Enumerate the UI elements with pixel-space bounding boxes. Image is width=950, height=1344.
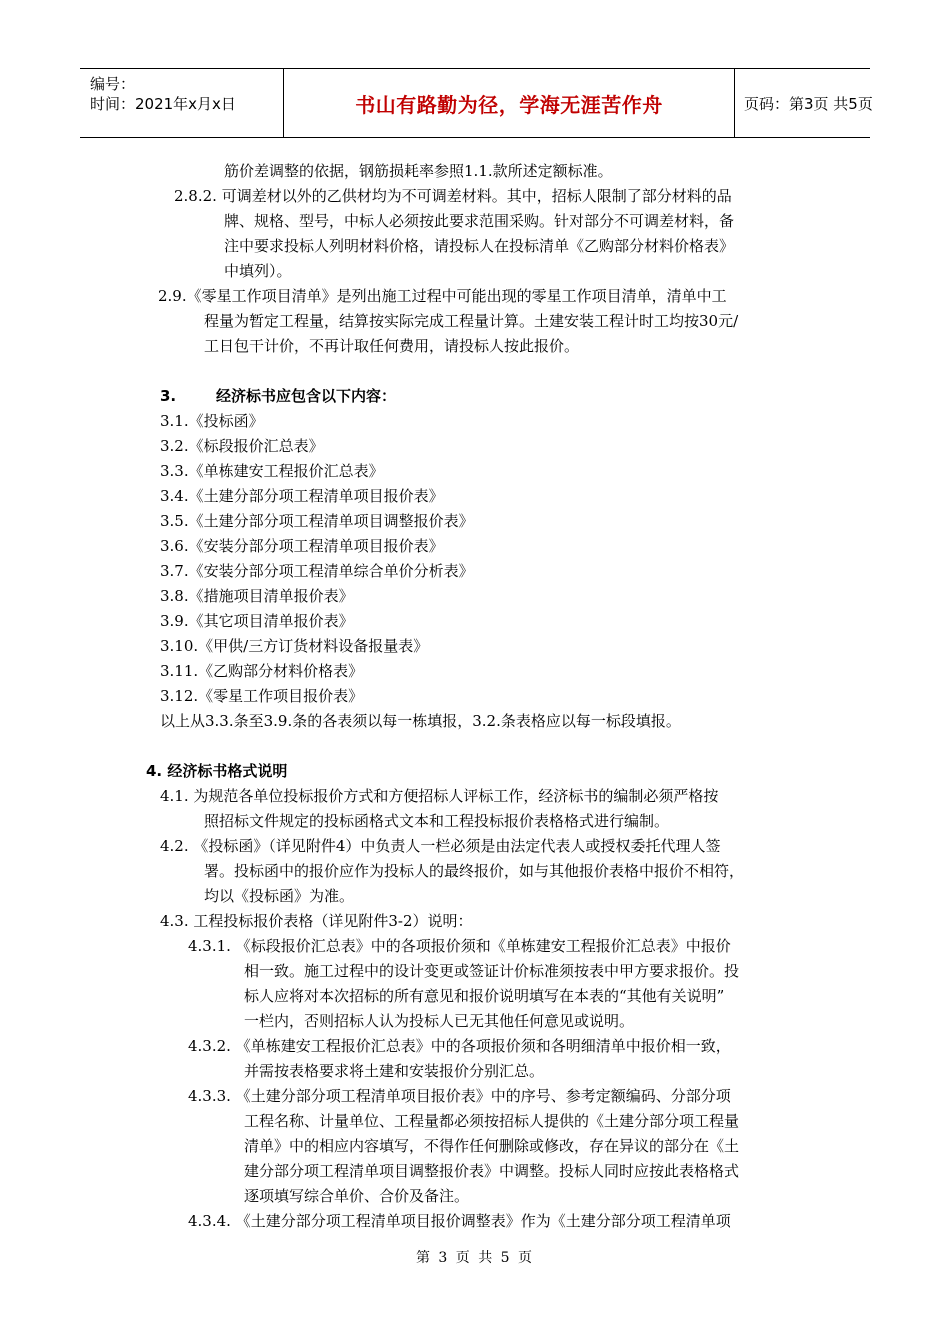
text-line: 牌、规格、型号，中标人必须按此要求范围采购。针对部分不可调差材料，备: [224, 212, 735, 230]
list-item: 3.12.《零星工作项目报价表》: [160, 687, 364, 705]
text-line: 清单》中的相应内容填写，不得作任何删除或修改，存在异议的部分在《土: [244, 1137, 740, 1155]
text-line: 建分部分项工程清单项目调整报价表》中调整。投标人同时应按此表格格式: [244, 1162, 740, 1180]
text-line: 中填列）。: [224, 262, 292, 280]
header-motto: 书山有路勤为径，学海无涯苦作舟: [283, 69, 735, 137]
list-item: 3.8.《措施项目清单报价表》: [160, 587, 354, 605]
text-line: 4.3. 工程投标报价表格（详见附件3-2）说明：: [160, 912, 473, 930]
text-line: 4.3.1. 《标段报价汇总表》中的各项报价须和《单栋建安工程报价汇总表》中报价: [188, 937, 731, 955]
text-line: 并需按表格要求将土建和安装报价分别汇总。: [244, 1062, 545, 1080]
text-line: 照招标文件规定的投标函格式文本和工程投标报价表格格式进行编制。: [204, 812, 670, 830]
list-item: 3.5.《土建分部分项工程清单项目调整报价表》: [160, 512, 474, 530]
text-line: 4.1. 为规范各单位投标报价方式和方便招标人评标工作，经济标书的编制必须严格按: [160, 787, 719, 805]
text-line: 相一致。施工过程中的设计变更或签证计价标准须按表中甲方要求报价。投: [244, 962, 740, 980]
list-item: 3.9.《其它项目清单报价表》: [160, 612, 354, 630]
list-item: 3.2.《标段报价汇总表》: [160, 437, 324, 455]
section-heading: 4. 经济标书格式说明: [146, 762, 288, 780]
text-line: 注中要求投标人列明材料价格，请投标人在投标清单《乙购部分材料价格表》: [224, 237, 735, 255]
header-meta: [80, 69, 283, 137]
text-line: 2.9.《零星工作项目清单》是列出施工过程中可能出现的零星工作项目清单，清单中工: [158, 287, 727, 305]
page-header: [80, 68, 873, 138]
list-item: 3.11.《乙购部分材料价格表》: [160, 662, 364, 680]
text-line: 标人应将对本次招标的所有意见和报价说明填写在本表的“其他有关说明”: [244, 987, 725, 1005]
text-line: 4.3.4. 《土建分部分项工程清单项目报价调整表》作为《土建分部分项工程清单项: [188, 1212, 731, 1230]
list-item: 3.10.《甲供/三方订货材料设备报量表》: [160, 637, 429, 655]
text-line: 4.3.3. 《土建分部分项工程清单项目报价表》中的序号、参考定额编码、分部分项: [188, 1087, 731, 1105]
list-item: 3.1.《投标函》: [160, 412, 264, 430]
text-line: 4.2. 《投标函》（详见附件4）中负责人一栏必须是由法定代表人或授权委托代理人签: [160, 837, 721, 855]
section-number: 3.: [160, 387, 177, 405]
page-footer: 第 3 页 共 5 页: [415, 1250, 535, 1266]
list-item: 3.4.《土建分部分项工程清单项目报价表》: [160, 487, 444, 505]
text-line: 工日包干计价，不再计取任何费用，请投标人按此报价。: [204, 337, 580, 355]
text-line: 署。投标函中的报价应作为投标人的最终报价，如与其他报价表格中报价不相符，: [204, 862, 745, 880]
list-item: 3.3.《单栋建安工程报价汇总表》: [160, 462, 384, 480]
text-line: 2.8.2. 可调差材以外的乙供材均为不可调差材料。其中，招标人限制了部分材料的品: [174, 187, 732, 205]
text-line: 一栏内，否则招标人认为投标人已无其他任何意见或说明。: [244, 1012, 635, 1030]
text-line: 均以《投标函》为准。: [204, 887, 355, 905]
text-line: 逐项填写综合单价、合价及备注。: [244, 1187, 470, 1205]
text-line: 筋价差调整的依据，钢筋损耗率参照1.1.款所述定额标准。: [224, 162, 613, 180]
code-label: 编号：: [90, 75, 136, 93]
text-line: 4.3.2. 《单栋建安工程报价汇总表》中的各项报价须和各明细清单中报价相一致，: [188, 1037, 731, 1055]
list-item: 3.7.《安装分部分项工程清单综合单价分析表》: [160, 562, 474, 580]
date-label: 时间：2021年x月x日: [90, 95, 236, 113]
header-page-info: 页码：第3页 共5页: [744, 94, 873, 113]
section-heading: 经济标书应包含以下内容：: [216, 387, 397, 405]
text-line: 以上从3.3.条至3.9.条的各表须以每一栋填报，3.2.条表格应以每一标段填报。: [160, 712, 681, 730]
text-line: 工程名称、计量单位、工程量都必须按招标人提供的《土建分部分项工程量: [244, 1112, 740, 1130]
list-item: 3.6.《安装分部分项工程清单项目报价表》: [160, 537, 444, 555]
text-line: 程量为暂定工程量，结算按实际完成工程量计算。土建安装工程计时工均按30元/: [204, 312, 739, 330]
